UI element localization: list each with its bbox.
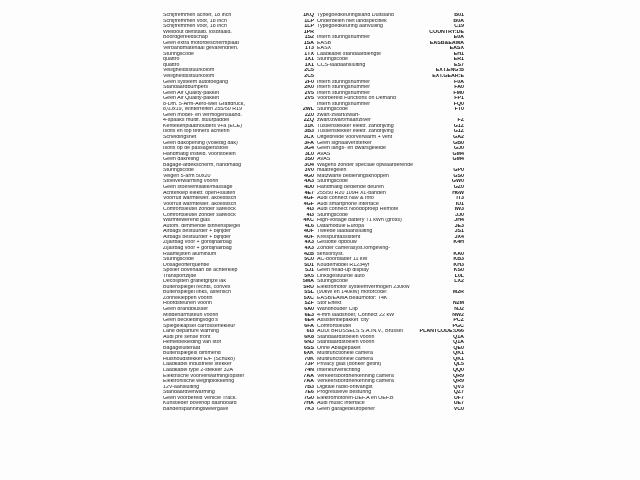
right-description: 4-mm laadsnoer, Connect 22 kW [317,312,395,318]
left-description: Spiegelkapsel carrosseriekleur [163,323,236,329]
right-code: B01 [454,13,464,18]
right-description: zwart-zwart/zwart- [317,112,360,118]
left-code: 3G4 [303,146,314,152]
right-description: Sturingscode [317,279,348,285]
right-description: Wagens zonder speciale opwaarderende [317,162,414,168]
right-code: KA0 [453,251,464,257]
left-code: 5C0 [304,257,314,263]
right-code: H6W [452,190,464,196]
right-code: GJ0 [453,146,464,152]
right-code: GS0 [453,173,464,179]
right-description: Audi connect Noodoproep Remote [317,207,399,213]
left-code: 6XK [303,351,314,357]
left-description: Zijairbag voor + gordijnairbag [163,245,232,251]
right-description: AC-boordlader 11 kW [317,257,368,263]
left-description: Elektronische wegrijblokkering [163,379,235,385]
left-code: 5RU [303,284,314,290]
right-code: JJ0 [455,212,464,218]
right-code: GB0 [453,140,464,146]
right-code: IW3 [454,207,464,213]
left-description: Velgen 5-arm 50x20 [163,173,211,179]
left-description: Geen brandblusser [163,306,209,312]
left-code: 1LP [304,24,314,30]
right-code: IU1 [455,201,464,207]
left-code: 3FA [304,140,314,146]
left-code: 1X1 [304,57,314,63]
right-code: PCZ [453,318,464,324]
left-description: Geen extra motorbeschermplaat [163,40,239,46]
right-code: C19 [454,24,464,30]
left-description: Lane departure warning [163,329,219,335]
left-description: Geen dakreling [163,157,199,163]
right-code: K4H [453,240,464,246]
left-description: Buitenspiegel rechts, convex [163,284,231,290]
left-code: 4D0 [304,184,314,190]
left-code: 2V5 [304,90,314,96]
right-description: Zonder camerasyst./omgeving- [317,245,391,251]
left-description: Decolijsten grafietgrijze lak [163,279,227,285]
right-code: LX2 [454,279,464,285]
left-code: 4E7 [304,190,314,196]
left-code: 4X3 [304,240,314,246]
left-description: Veiligheidsstuurkolom [163,68,215,74]
left-code: 73P [304,362,314,368]
left-code: 1X1 [304,62,314,68]
left-description: Sturingscode [163,168,194,174]
left-code: 2F0 [304,79,314,85]
right-code: FA0 [454,85,464,91]
left-description: Comfortsleutel zonder safelock [163,212,236,218]
right-code: FP1 [454,96,464,102]
right-code: JX4 [454,234,464,240]
left-code: 5ZF [304,301,314,307]
right-description: Geslotte opbouw [317,240,357,246]
left-description: Transportzijde [163,273,197,279]
left-code: 6A0 [304,306,314,312]
right-description: Uitgebreide voorverwarm + vent [317,135,393,141]
left-code: 1KQ [303,13,314,18]
right-code: GM4 [452,157,464,163]
left-description: Bagage-afdekscherm, handmatig [163,162,242,168]
left-code: 2Z0 [304,112,314,118]
left-code: 2V5 [304,96,314,102]
right-description: Geen head-up display [317,268,369,274]
left-description: Veiligheidsstuurkolom [163,74,215,80]
left-code: 1LP [304,18,314,24]
right-description: Audi smartphone interface [317,201,379,207]
left-code: 2C5 [304,74,314,80]
left-description: Isofix op de passagiersstoel [163,146,229,152]
left-description: Achterklep elektr. open+sluiten [163,190,236,196]
left-description: Standaardbumpers [163,85,209,91]
right-description: Laadkabel standaardlengte [317,51,381,57]
right-description: (90kW en 140kW) motorcode: [317,290,388,296]
left-code: 5MA [302,279,314,285]
right-code: QL5 [453,362,464,368]
left-description: Geen voorbereid Vehicle Track. [163,395,237,401]
right-code: UF7 [453,395,464,401]
right-description: CCS-laadaansluiting [317,62,366,68]
left-code: 4A3 [304,179,314,185]
left-description: Schijfremmen achter, 18 inch [163,13,232,18]
right-description: Multifunctionele camera [317,351,373,357]
left-description: 8-Dm. 5-Arm-Aero-wiel Graftdruck, [163,101,245,107]
right-description: EASB/EAWA Beaumotor: T4K [317,295,388,301]
right-code: EH1 [453,51,464,57]
left-description: Huishoudstekker E/F (Schuko) [163,356,235,362]
left-description: Scheidingsnet [163,135,197,141]
right-description: Sturingscode [317,107,348,113]
left-description: Warmtewerend glas [163,218,210,224]
right-code: JH4 [454,218,464,224]
right-code: VC0 [453,406,464,412]
left-description: 4-spaaks multif. stuurpaddel [163,118,230,124]
left-description: Sturingscode [163,51,194,57]
right-code: FT0 [454,107,464,113]
right-code: QZ7 [453,390,464,396]
left-description: Middenarmsteun voorin [163,312,219,318]
right-description: Tussenstekker elektr. zandrijving [317,123,394,129]
right-code: B0A [453,18,464,24]
left-code: 5D1 [304,262,314,268]
right-description: sensorsyst. [317,251,344,257]
right-code: KB3 [453,257,464,263]
right-code: QR9 [453,373,464,379]
left-code: 1S2 [304,35,314,41]
right-description: Audi connect Nav & Info [317,196,374,202]
left-description: Zijairbag voor + gordijnairbag [163,240,232,246]
right-description: AVAS [317,157,331,163]
right-description: Matzwarte bedieningsknoppen [317,173,389,179]
right-description: Tussenstekker elektr. zandrijving [317,129,394,135]
left-code: 2ZQ [303,118,314,124]
left-code: 4I3 [306,207,314,213]
left-description: 8,0Jx19, Winterreifen 255/50 R19 [163,107,242,113]
right-description: Koudemiddel R1234yf [317,262,370,268]
right-code: FM0 [453,90,464,96]
left-code: 2C5 [304,68,314,74]
right-description: Sturingscode [317,179,348,185]
right-description: Wandhouder Clip [317,306,358,312]
left-code: 7G0 [303,395,314,401]
left-description: Geen model- en vermogensaand. [163,112,242,118]
left-code: 6SS [303,345,314,351]
left-description: Verbandmateriaal gevarendrien. [163,46,239,52]
left-code: 6E4 [304,318,314,324]
left-code: 4UF [303,229,314,235]
left-code: 5J1 [305,268,314,274]
right-description: Standaardstoelen voorin [317,334,375,340]
left-description: Buitenspiegels dimmend [163,351,221,357]
right-description: Onderdelen niet landspecifiek [317,18,387,24]
right-code: JE3 [454,223,464,229]
right-description: Verkeersbordherkenning camera [317,373,394,379]
right-description: Handmatig bediende deuren [317,184,384,190]
right-description: Geen signaalversterker [317,140,372,146]
left-code: 6E3 [304,312,314,318]
right-description: Tweede laadaansluiting [317,229,373,235]
left-code: 7AA [303,379,314,385]
right-code: ES7 [453,62,464,68]
right-description: Intern sturingsnummer [317,90,370,96]
right-code: QR9 [453,379,464,385]
left-description: Spoiler bovenaan de achterklep [163,268,238,274]
right-code: EASX [449,46,464,52]
right-description: Comfortsleutel [317,323,352,329]
right-code: G1Z [453,129,464,135]
right-description: Elektromotoren-DEF.A en OEF.B [317,395,394,401]
left-description: Comfortsleutel zonder safelock [163,207,236,213]
right-code: GA2 [453,135,464,141]
right-code: COUNTRY:DE [429,29,464,35]
left-code: 6FA [304,323,314,329]
left-description: Audi pre sense front [163,334,211,340]
right-code: NW2 [452,312,464,318]
left-code: 74N [304,368,314,373]
left-description: Laadkabel type 2-stekker 32A [163,368,234,373]
right-description: maatregelen [317,168,347,174]
right-description: Geen langs- en dwarsgeleide [317,146,386,152]
right-description: 255/50 R20 109H XL-banden [317,190,386,196]
right-description: Standaardstoelen voorin [317,340,375,346]
left-code: 3V0 [304,168,314,174]
right-code: PLANTCODE:D66 [419,329,464,335]
left-code: 3CX [303,135,314,141]
left-code: 7AA [303,373,314,379]
left-description: Kunstleder bovenop dashboard [163,401,237,407]
left-code: 2K0 [304,85,314,91]
left-description: Raamlijsten aluminium [163,251,217,257]
left-description: Voorruit warmtewer. akoestisch [163,201,237,207]
right-description: Sturingscode [317,212,348,218]
right-code: GP0 [453,168,464,174]
left-description: Boordgereedschap [163,35,208,41]
left-code: 5K5 [304,273,314,279]
left-description: Bandenspanningsweergave [163,406,229,412]
left-description: Geen dakopening (volledig dak) [163,140,238,146]
right-description: Stof Effekt [317,301,342,307]
right-code: GM4 [452,151,464,157]
right-code: GZ0 [453,184,464,190]
left-code: 4KC [303,218,314,224]
right-code: KS0 [453,268,464,274]
right-code: NJ2 [454,306,464,312]
right-code: QK1 [453,351,464,357]
left-description: Isofix en top tethers achterin [163,129,230,135]
left-code: 7E6 [304,390,314,396]
right-description: EASX [317,46,332,52]
left-description: Elektrische voorverwarming/opster [163,373,245,379]
right-description: Datamodule Europa [317,223,365,229]
right-description: Intern sturingsnummer [317,79,370,85]
right-description: Interieurverlichting [317,368,361,373]
left-description: Geen beckleding/logo's [163,318,218,324]
left-code: 1SA [303,40,314,46]
right-code: M2R [452,290,464,296]
left-code: 1TX [304,51,314,57]
right-code: Q1A [453,334,464,340]
right-code: IT3 [456,196,464,202]
left-description: Airbags bestuurder + bijrijder [163,229,231,235]
right-description: Intern sturingsnummer [317,35,370,41]
right-description: Elektromotor systeemvermogen 230kW [317,284,410,290]
right-code: Q1A [453,340,464,346]
right-description: High-voltage battery 71 kWh (gross) [317,218,402,224]
left-description: Schijfremmen voor, 18 inch [163,24,227,30]
right-code: UE7 [453,401,464,407]
right-description: Intern sturingsnummer [317,101,370,107]
left-code: 4GF [303,201,314,207]
right-code: QK1 [453,356,464,362]
left-description: Handmatig instelb. voorstoelen [163,151,236,157]
right-code: FZ [457,118,464,124]
left-code: 3B3 [304,129,314,135]
left-description: quattro [163,57,180,63]
left-code: 31K [304,123,314,129]
right-code: E0A [453,35,464,41]
left-description: Standaardverwarming [163,390,215,396]
right-description: Progressieve besturing [317,390,372,396]
right-description: Typegoedkeuringsland Duitsland [317,13,394,18]
left-description: Wielbout diefstallb. losdraaid. [163,29,232,35]
left-code: 4X3 [304,245,314,251]
left-code: 7K3 [304,406,314,412]
right-code: GW0 [451,179,464,185]
right-code: QE0 [453,345,464,351]
right-description: Multifunctionele camera [317,356,373,362]
left-description: Dosageofferquentie [163,262,210,268]
left-description: Voorruit warmtewer. akoestisch [163,196,237,202]
right-description: AUDI BRUSSELS S.A./N.V., Brussel [317,329,403,335]
left-code: 5SL [304,290,314,296]
equipment-list [0,13,640,412]
left-code: 5XC [303,295,314,301]
left-description: Kentekenplaathouders v+a (ECE) [163,123,243,129]
right-description: AVAS [317,151,331,157]
left-description: Autom. dimmende binnenspiegel [163,223,241,229]
right-code: ER1 [453,57,464,63]
left-code: 2WL [302,107,314,113]
left-description: Geen Air Quality-pakket [163,96,219,102]
left-description: Buitenspiegel links, asferisch [163,290,232,296]
left-code: 6NJ [304,340,314,346]
left-description: Schijfremmen voor, 18 inch [163,18,227,24]
left-code: 70K [304,356,314,362]
right-description: Audi music interface [317,401,365,407]
left-description: Airbags bestuurder + bijrijder [163,234,231,240]
right-code: QQ0 [452,368,464,373]
left-description: Geen stoelventilatie/massage [163,184,233,190]
right-description: Digitale radio-ontvangst [317,384,373,390]
right-code: JS1 [454,229,464,235]
left-description: Stoelverwarming voorin [163,179,219,185]
left-description: quattro [163,62,180,68]
left-code: 6I3 [306,329,314,335]
right-description: Typegoedkeuring aanvulling [317,24,383,30]
left-code: 1PR [303,29,314,35]
right-code: EXT.GEAR:E [432,74,464,80]
right-code: EXT.ENG:B [435,68,464,74]
right-description: Linksgestuurde auto [317,273,365,279]
left-code: 4GF [303,196,314,202]
left-description: Geen systeem autotoegang [163,79,229,85]
left-description: Sturingscode [163,257,194,263]
right-code: F0A [453,79,464,85]
right-description: Ohne Ablagepaket [317,345,361,351]
left-code: 3S0 [304,157,314,163]
left-code: 4ZB [303,251,314,257]
right-description: Sturingscode [317,57,348,63]
right-description: Geen garagedeuropener [317,406,376,412]
right-code: L0L [454,273,464,279]
left-code: 4G0 [303,173,314,179]
left-code: 7HA [303,401,314,407]
left-code: 4L6 [304,223,314,229]
right-description: Verkeersbordherkenning camera [317,379,394,385]
left-description: Hoofdsteunen voorin [163,301,212,307]
right-code: KH3 [453,262,464,268]
left-code: 6K8 [304,334,314,340]
left-code: 7B3 [304,384,314,390]
right-description: Kreispuntassistent [317,234,361,240]
right-description: Privacy glas (donker getint) [317,362,382,368]
right-description: Intern sturingsnummer [317,85,370,91]
right-code: EASB&EAWA [429,40,464,46]
table-row [0,407,640,413]
right-description: zwart/zwart/maanzilver [317,118,371,124]
right-description: EASB [317,40,332,46]
left-code: 4I3 [306,212,314,218]
right-code: PGC [452,323,464,329]
right-code: N2M [452,301,464,307]
right-description: Voorbereid Functions on Demand [317,96,396,102]
right-code: FQ0 [453,101,464,107]
left-description: 12V-aansluiting [163,384,200,390]
left-code: 3U4 [304,162,314,168]
right-description: Assistentiepakket 'city' [317,318,370,324]
left-code: 3L0 [304,151,314,157]
left-description: Laadkabel industriële stekker [163,362,232,368]
right-code: G1Z [453,123,464,129]
left-description: Zonnekleppen voorin [163,295,213,301]
left-description: Hemelbekleding van stof [163,340,222,346]
left-description: Geen Air Quality-pakket [163,90,219,96]
left-code: 1T3 [304,46,314,52]
left-code: 4UF [303,234,314,240]
right-code: QV3 [453,384,464,390]
left-description: Bagageluiteraat [163,345,201,351]
